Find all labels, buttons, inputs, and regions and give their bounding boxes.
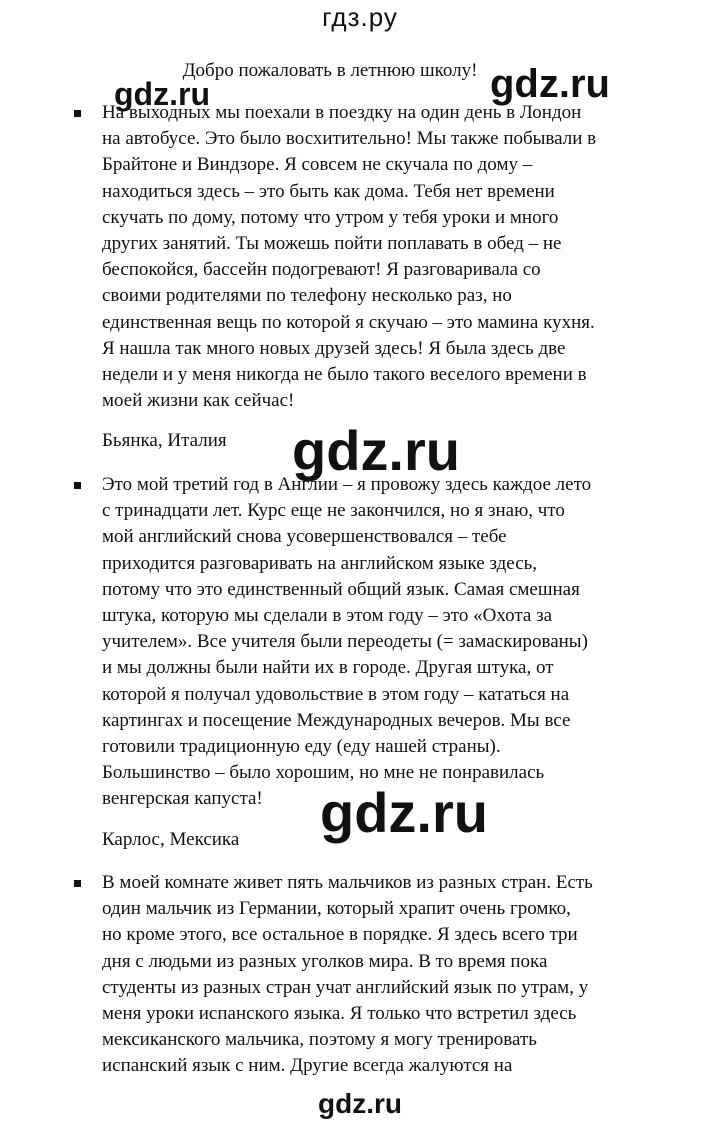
signature-2: Карлос, Мексика (102, 829, 240, 850)
bullet-marker (74, 110, 81, 117)
text-line: один мальчик из Германии, который храпит очень громко, (102, 898, 571, 920)
site-header: гдз.ру (322, 2, 398, 32)
text-line: учителем». Все учителя были переодеты (= замаскированы) (102, 631, 588, 653)
text-line: единственная вещь по которой я скучаю – это мамина кухня. (102, 311, 595, 333)
text-line: на автобусе. Это было восхитительно! Мы также побывали в (102, 128, 597, 150)
text-line: мексиканского мальчика, поэтому я могу тренировать (102, 1029, 537, 1051)
text-line: испанский язык с ним. Другие всегда жалуются на (102, 1055, 513, 1077)
text-line: с тринадцати лет. Курс еще не закончился, но я знаю, что (102, 500, 565, 522)
watermark-top-right: gdz.ru (490, 62, 610, 106)
text-line: дня с людьми из разных уголков мира. В то время пока (102, 950, 548, 972)
text-line: недели и у меня никогда не было такого веселого времени в (102, 364, 587, 386)
text-line: беспокойся, бассейн подогревают! Я разговаривала со (102, 259, 541, 281)
text-line: В моей комнате живет пять мальчиков из разных стран. Есть (102, 872, 593, 893)
text-line: потому что это единственный общий язык. Самая смешная (102, 578, 580, 600)
text-line: скучать по дому, потому что утром у тебя уроки и много (102, 206, 559, 228)
text-line: моей жизни как сейчас! (102, 390, 295, 412)
text-line: мой английский снова усовершенствовался – тебе (102, 526, 507, 548)
text-line: и мы должны были найти их в городе. Другая штука, от (102, 657, 554, 679)
text-line: Брайтоне и Виндзоре. Я совсем не скучала по дому – (102, 154, 533, 176)
text-line: других занятий. Ты можешь пойти поплавать в обед – не (102, 233, 562, 255)
text-line: штука, которую мы сделали в этом году – это «Охота за (102, 605, 553, 627)
watermark-middle: gdz.ru (292, 419, 460, 482)
watermark-top-left: gdz.ru (114, 76, 210, 112)
text-line: Это мой третий год в Англии – я провожу здесь каждое лето (102, 474, 592, 495)
paragraph-3 (102, 870, 662, 1080)
footer-watermark: gdz.ru (318, 1088, 402, 1119)
text-line: но кроме этого, все остальное в порядке. Я здесь всего три (102, 924, 578, 946)
text-line: студенты из разных стран учат английский язык по утрам, у (102, 976, 589, 998)
text-line: своими родителями по телефону несколько раз, но (102, 285, 512, 307)
text-line: Большинство – было хорошим, но мне не понравилась (102, 762, 545, 784)
text-line: На выходных мы поехали в поездку на один день в Лондон (102, 102, 582, 123)
bullet-marker (74, 482, 81, 489)
text-line: которой я получал удовольствие в этом году – кататься на (102, 683, 570, 705)
signature-1: Бьянка, Италия (102, 430, 227, 451)
paragraph-1 (102, 100, 662, 414)
text-line: готовили традиционную еду (еду нашей страны). (102, 736, 501, 758)
text-line: меня уроки испанского языка. Я только что встретил здесь (102, 1003, 577, 1025)
text-line: Я нашла так много новых друзей здесь! Я была здесь две (102, 337, 566, 359)
watermark-lower: gdz.ru (320, 781, 488, 844)
paragraph-2 (102, 472, 662, 813)
bullet-marker (74, 880, 81, 887)
document-title: Добро пожаловать в летнюю школу! (182, 60, 478, 81)
text-line: венгерская капуста! (102, 788, 263, 810)
text-line: находиться здесь – это быть как дома. Тебя нет времени (102, 180, 555, 202)
text-line: картингах и посещение Международных вечеров. Мы все (102, 709, 571, 731)
text-line: приходится разговаривать на английском языке здесь, (102, 552, 538, 574)
